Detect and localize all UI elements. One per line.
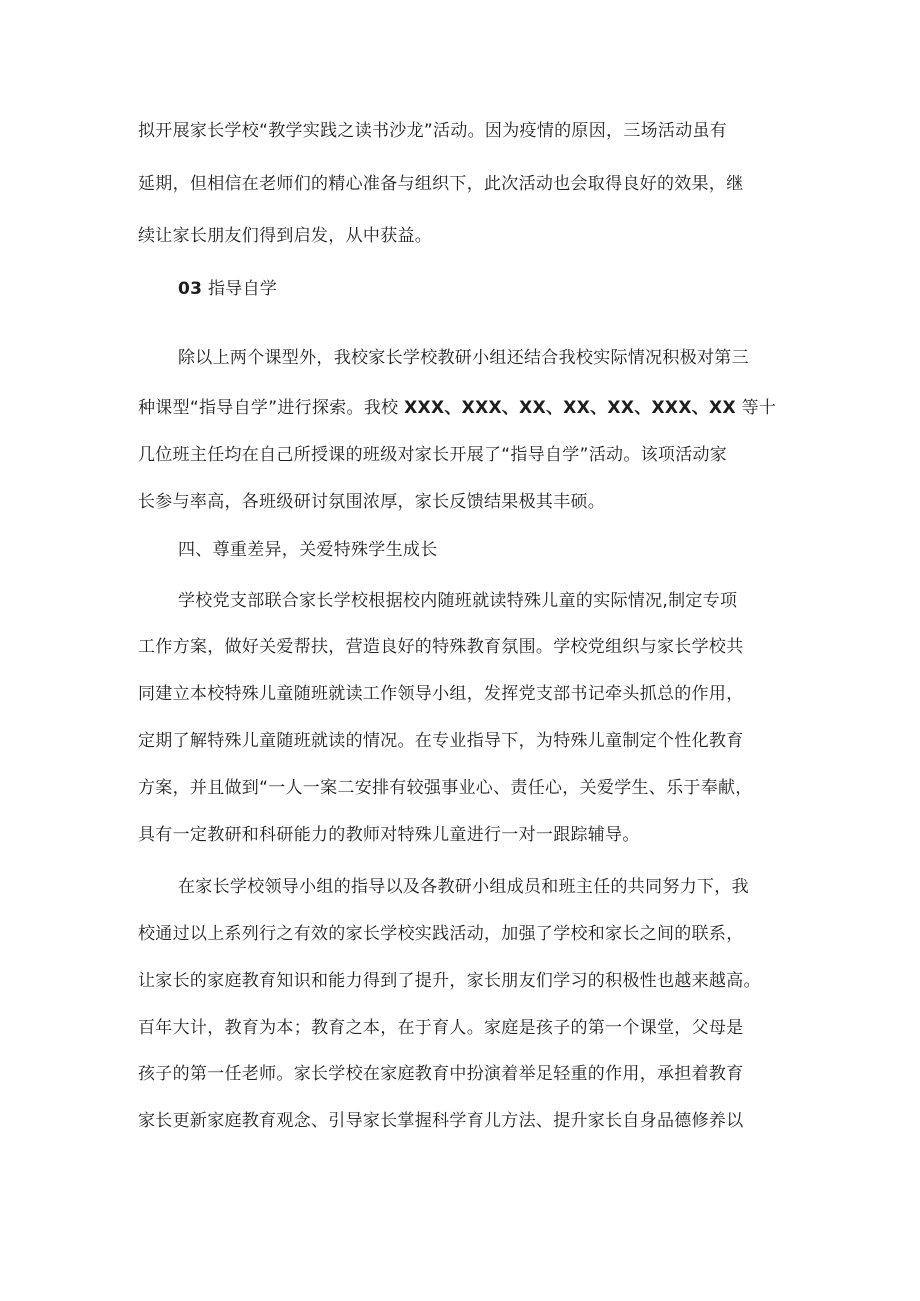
text-line: 让家长的家庭教育知识和能力得到了提升，家长朋友们学习的积极性也越来越高。 xyxy=(138,971,761,991)
text-segment: 我校 xyxy=(363,398,405,418)
text-line: 定期了解特殊儿童随班就读的情况。在专业指导下，为特殊儿童制定个性化教育 xyxy=(138,731,744,751)
section-heading: 四、尊重差异，关爱特殊学生成长 xyxy=(178,540,438,560)
section-heading xyxy=(178,275,277,303)
text-line: 工作方案，做好关爱帮扶，营造良好的特殊教育氛围。学校党组织与家长学校共 xyxy=(138,637,744,657)
teacher-names: XXX、XXX、XX、XX、XX、XXX、XX xyxy=(404,398,736,418)
text-line: 具有一定教研和科研能力的教师对特殊儿童进行一对一跟踪辅导。 xyxy=(138,825,640,845)
text-segment: 等十 xyxy=(735,398,777,418)
text-segment: 种课型“指导自学”进行探索。 xyxy=(138,398,364,418)
text-line: 除以上两个课型外，我校家长学校教研小组还结合我校实际情况积极对第三 xyxy=(178,348,749,368)
text-line: 同建立本校特殊儿童随班就读工作领导小组，发挥党支部书记牵头抓总的作用， xyxy=(138,684,744,704)
text-line: 几位班主任均在自己所授课的班级对家长开展了“指导自学”活动。该项活动家 xyxy=(138,445,728,465)
text-line: 续让家长朋友们得到启发，从中获益。 xyxy=(138,226,433,246)
text-line: 长参与率高，各班级研讨氛围浓厚，家长反馈结果极其丰硕。 xyxy=(138,492,606,512)
section-title: 指导自学 xyxy=(202,279,278,299)
text-line: 在家长学校领导小组的指导以及各教研小组成员和班主任的共同努力下，我 xyxy=(178,877,749,897)
text-line: 家长更新家庭教育观念、引导家长掌握科学育儿方法、提升家长自身品德修养以 xyxy=(138,1111,744,1131)
text-line: 延期，但相信在老师们的精心准备与组织下，此次活动也会取得良好的效果，继 xyxy=(138,174,744,194)
text-line: 拟开展家长学校“教学实践之读书沙龙”活动。因为疫情的原因，三场活动虽有 xyxy=(138,121,728,141)
text-line: 方案，并且做到“一人一案二安排有较强事业心、责任心，关爱学生、乐于奉献， xyxy=(138,778,753,798)
text-line: 孩子的第一任老师。家长学校在家庭教育中扮演着举足轻重的作用，承担着教育 xyxy=(138,1064,744,1084)
text-line: 学校党支部联合家长学校根据校内随班就读特殊儿童的实际情况,制定专项 xyxy=(178,591,738,611)
text-line xyxy=(138,394,776,422)
section-number: 03 xyxy=(178,279,203,299)
text-line: 校通过以上系列行之有效的家长学校实践活动，加强了学校和家长之间的联系， xyxy=(138,924,744,944)
text-line: 百年大计，教育为本；教育之本，在于育人。家庭是孩子的第一个课堂，父母是 xyxy=(138,1018,744,1038)
